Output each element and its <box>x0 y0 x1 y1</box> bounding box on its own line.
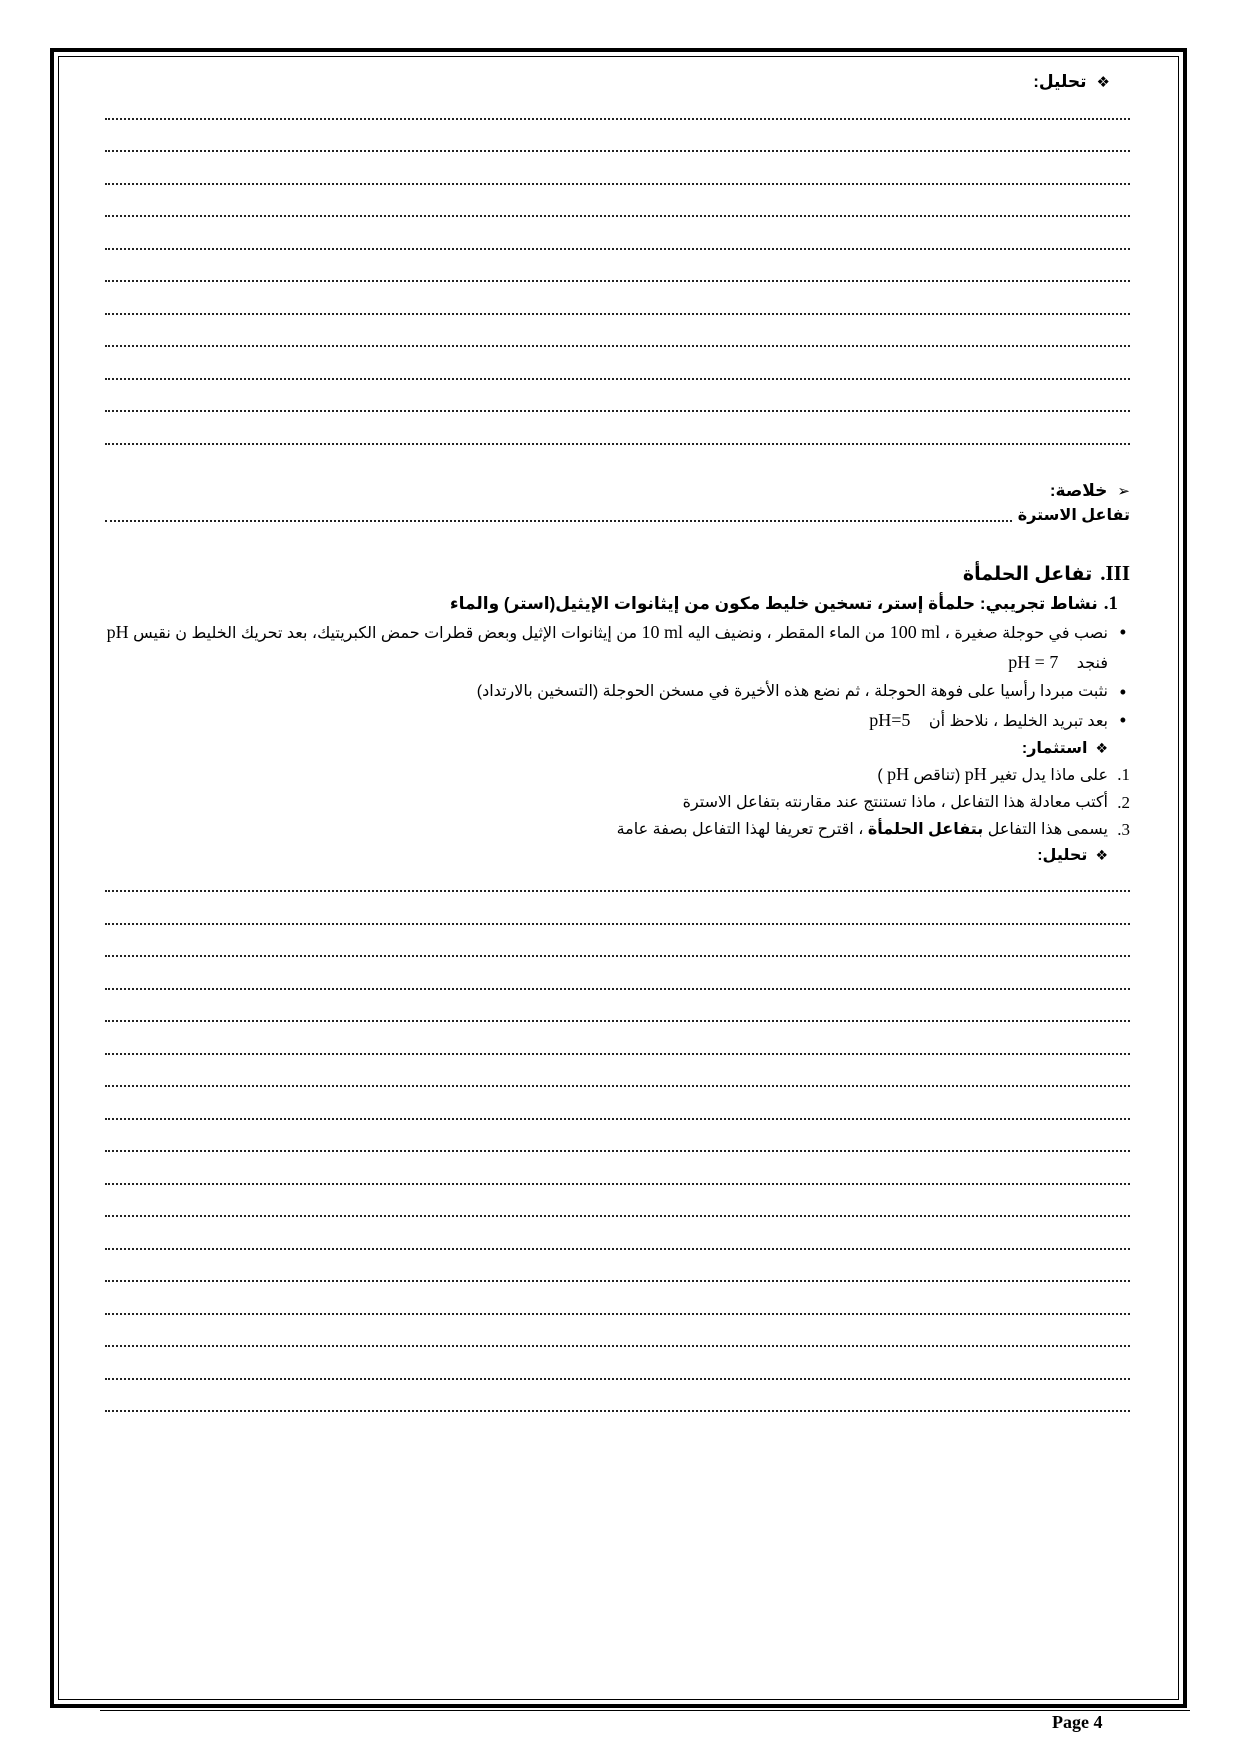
answer-lines-2 <box>105 868 1130 1421</box>
answer-line <box>105 965 1130 998</box>
diamond-bullet-icon: ❖ <box>1096 74 1110 91</box>
answer-line <box>105 160 1130 193</box>
section-title-text: تفاعل الحلمأة <box>962 563 1093 585</box>
answer-line <box>105 1128 1130 1161</box>
answer-line <box>105 355 1130 388</box>
answer-line <box>105 420 1130 453</box>
summary-heading: ➢خلاصة: <box>105 479 1130 504</box>
procedure-step-1: • نصب في حوجلة صغيرة ، 100 ml من الماء المقطر ، ونضيف اليه 10 ml من إيثانوات الإثيل وبعض قطرات حمض الكبريتيك، بعد تحريك الخليط ن نقيس pH فنجد pH = 7 <box>105 618 1108 678</box>
activity-title-text: نشاط تجريبي: حلمأة إستر، تسخين خليط مكون من إيثانوات الإيثيل(استر) والماء <box>449 593 1098 613</box>
procedure-step-3: • بعد تبريد الخليط ، نلاحظ أن pH=5 <box>105 706 1108 736</box>
question-list <box>105 761 1130 843</box>
answer-line <box>105 998 1130 1031</box>
page-number: Page 4 <box>1052 1712 1103 1732</box>
summary-text: تفاعل الاسترة <box>1017 506 1130 524</box>
answer-line <box>105 900 1130 933</box>
answer-line <box>105 1030 1130 1063</box>
question-3: 3. يسمى هذا التفاعل بتفاعل الحلمأة ، اقترح تعريفا لهذا التفاعل بصفة عامة <box>616 819 1130 839</box>
answer-line <box>105 1193 1130 1226</box>
answer-line <box>105 193 1130 226</box>
answer-line <box>105 95 1130 128</box>
answer-line <box>105 1258 1130 1291</box>
answer-line <box>105 1355 1130 1388</box>
answer-line <box>105 933 1130 966</box>
answer-line <box>105 1290 1130 1323</box>
question-1: 1. على ماذا يدل تغير pH (تناقص pH ) <box>877 763 1130 784</box>
diamond-bullet-icon: ❖ <box>1095 846 1108 863</box>
answer-line <box>105 1095 1130 1128</box>
answer-line <box>105 1225 1130 1258</box>
answer-line <box>105 1323 1130 1356</box>
section-numeral: III. <box>1100 560 1130 585</box>
worksheet-content <box>105 70 1130 1420</box>
analysis-heading-1: ❖تحليل: <box>105 70 1130 95</box>
answer-lines-1 <box>105 95 1130 453</box>
answer-line <box>105 323 1130 356</box>
procedure-step-2: • نثبت مبردا رأسيا على فوهة الحوجلة ، ثم نضع هذه الأخيرة في مسخن الحوجلة (التسخين بالارتداد) <box>105 678 1108 706</box>
summary-fill-line <box>105 520 1012 522</box>
summary-line <box>105 504 1130 528</box>
question-2: 2. أكتب معادلة هذا التفاعل ، ماذا تستنتج عند مقارنته بتفاعل الاسترة <box>682 792 1130 812</box>
answer-line <box>105 225 1130 258</box>
activity-title <box>105 590 1130 618</box>
exploitation-heading: ❖استثمار: <box>1021 739 1108 757</box>
footer-rule <box>100 1710 1190 1711</box>
activity-number: 1. <box>1103 592 1118 614</box>
answer-line <box>105 1063 1130 1096</box>
answer-line <box>105 388 1130 421</box>
answer-line <box>105 1388 1130 1421</box>
procedure-list <box>105 618 1130 736</box>
section-title <box>105 558 1130 590</box>
answer-line <box>105 1160 1130 1193</box>
answer-line <box>105 258 1130 291</box>
answer-line <box>105 128 1130 161</box>
answer-line <box>105 290 1130 323</box>
diamond-bullet-icon: ❖ <box>1095 739 1108 756</box>
answer-line <box>105 868 1130 901</box>
arrow-bullet-icon: ➢ <box>1117 482 1130 500</box>
analysis-heading-2: ❖تحليل: <box>1037 846 1108 864</box>
